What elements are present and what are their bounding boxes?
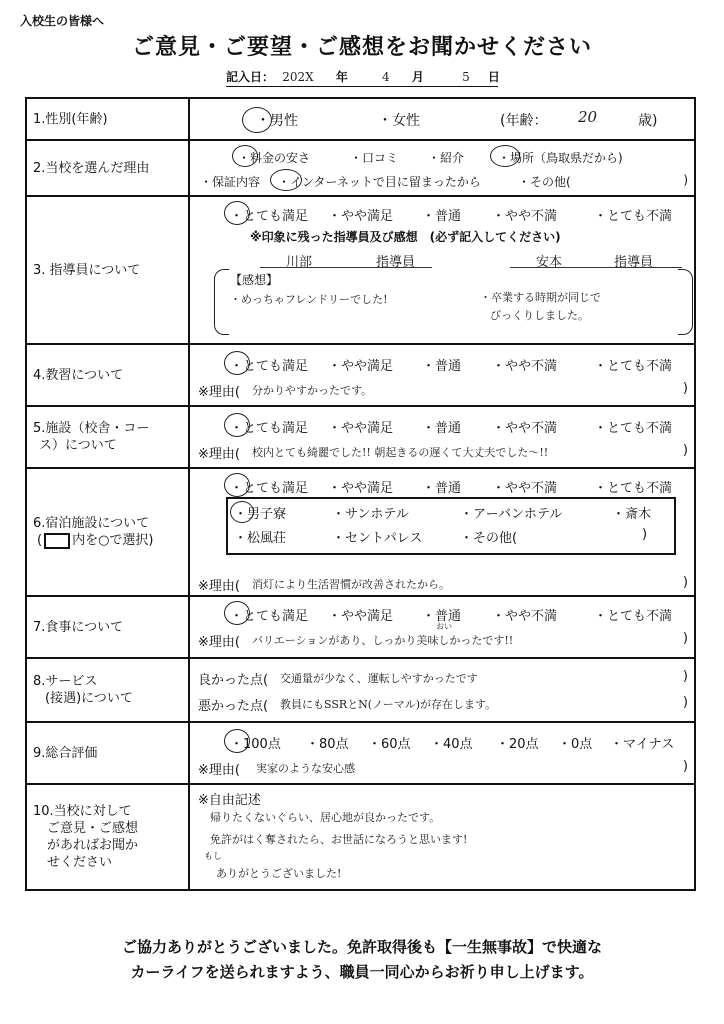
impression-label: 【感想】 (230, 273, 279, 287)
reason-text[interactable]: 校内とても綺麗でした!! 朝起きるの遅くて大丈夫でした〜!! (252, 446, 549, 459)
date-year: 202X (282, 70, 314, 84)
instructor2-suffix: 指導員 (614, 255, 654, 270)
score-40[interactable]: ・40点 (430, 737, 473, 752)
box-symbol (44, 533, 70, 549)
impression-comment-2a[interactable]: ・卒業する時期が同じで (480, 291, 601, 304)
rating-satisfied[interactable]: ・やや満足 (328, 359, 394, 374)
rating-very-satisfied[interactable]: ・とても満足 (230, 609, 309, 624)
q2-label: 2.当校を選んだ理由 (26, 140, 189, 196)
rating-neutral[interactable]: ・普通 (422, 609, 462, 624)
instructor2-name[interactable]: 安本 (536, 255, 563, 270)
date-day-unit: 日 (487, 70, 500, 84)
q8-label-line1: 8.サービス (33, 674, 98, 689)
age-value[interactable]: 20 (578, 108, 598, 126)
rating-very-dissatisfied[interactable]: ・とても不満 (594, 209, 673, 224)
reason-referral[interactable]: ・紹介 (428, 151, 465, 165)
bad-points-close: ) (682, 695, 688, 710)
free-comment-label: ※自由記述 (198, 793, 261, 808)
q6-content (189, 468, 695, 596)
good-points-label: 良かった点( (198, 673, 269, 688)
free-comment-line1[interactable]: 帰りたくないぐらい、居心地が良かったです。 (210, 811, 441, 824)
q1-content (189, 98, 695, 140)
reason-furigana: おい (436, 622, 452, 631)
reason-text[interactable]: 消灯により生活習慣が改善されたから。 (252, 578, 450, 591)
rating-neutral[interactable]: ・普通 (422, 209, 462, 224)
lodging-other-close: ) (642, 527, 648, 542)
reason-close: ) (682, 381, 688, 396)
rating-very-satisfied[interactable]: ・とても満足 (230, 481, 309, 496)
rating-dissatisfied[interactable]: ・やや不満 (492, 609, 558, 624)
rating-dissatisfied[interactable]: ・やや不満 (492, 481, 558, 496)
header-note: 入校生の皆様へ (20, 14, 105, 28)
date-year-unit: 年 (335, 70, 348, 84)
lodging-shofuso[interactable]: ・松風荘 (234, 531, 287, 546)
reason-price[interactable]: ・料金の安さ (238, 151, 311, 165)
reason-close: ) (682, 575, 688, 590)
rating-very-satisfied[interactable]: ・とても満足 (230, 209, 309, 224)
q8-content (189, 658, 695, 722)
q6-label (26, 468, 189, 596)
q3-content (189, 196, 695, 344)
rating-very-dissatisfied[interactable]: ・とても不満 (594, 481, 673, 496)
q4-label: 4.教習について (26, 344, 189, 406)
impression-comment-1[interactable]: ・めっちゃフレンドリーでした! (230, 293, 388, 306)
instructor-instruction: ※印象に残った指導員及び感想 (必ず記入してください) (250, 230, 561, 244)
score-0[interactable]: ・0点 (558, 737, 593, 752)
good-points-close: ) (682, 669, 688, 684)
rating-very-dissatisfied[interactable]: ・とても不満 (594, 609, 673, 624)
footer-message (0, 935, 724, 985)
lodging-other[interactable]: ・その他( (460, 531, 518, 546)
reason-word-of-mouth[interactable]: ・口コミ (350, 151, 399, 165)
score-60[interactable]: ・60点 (368, 737, 411, 752)
q5-label (26, 406, 189, 468)
footer-line2: カーライフを送られますよう、職員一同心からお祈り申し上げます。 (130, 963, 594, 981)
lodging-urban-hotel[interactable]: ・アーバンホテル (460, 507, 563, 522)
rating-very-satisfied[interactable]: ・とても満足 (230, 421, 309, 436)
instructor1-name[interactable]: 川部 (286, 255, 313, 270)
lodging-options-box (226, 497, 676, 555)
rating-neutral[interactable]: ・普通 (422, 481, 462, 496)
impression-bracket-right (678, 269, 693, 335)
reason-label: ※理由( (198, 763, 240, 778)
free-comment-line3[interactable]: もし (204, 852, 223, 862)
age-unit: 歳) (638, 113, 658, 129)
free-comment-line2[interactable]: 免許がはく奪されたら、お世話になろうと思います! (210, 833, 468, 846)
q9-content (189, 722, 695, 784)
date-label: 記入日： (226, 70, 275, 84)
q10-label-line1: 10.当校に対して (33, 804, 132, 819)
rating-satisfied[interactable]: ・やや満足 (328, 481, 394, 496)
rating-dissatisfied[interactable]: ・やや不満 (492, 359, 558, 374)
rating-very-satisfied[interactable]: ・とても満足 (230, 359, 309, 374)
reason-close: ) (682, 443, 688, 458)
page-title: ご意見・ご要望・ご感想をお聞かせください (131, 35, 592, 60)
lodging-saint-palace[interactable]: ・セントパレス (332, 531, 423, 546)
free-comment-line4[interactable]: ありがとうございました! (216, 867, 342, 880)
reason-text[interactable]: 分かりやすかったです。 (252, 384, 373, 397)
rating-neutral[interactable]: ・普通 (422, 359, 462, 374)
reason-other[interactable]: ・その他( (518, 175, 571, 189)
q4-content (189, 344, 695, 406)
reason-text[interactable]: バリエーションがあり、しっかり美味しかったです!! (252, 634, 514, 647)
q5-label-line1: 5.施設（校舎・コー (33, 421, 150, 436)
entry-date (226, 68, 498, 87)
q9-label: 9.総合評価 (26, 722, 189, 784)
date-month: 4 (382, 70, 390, 84)
reason-close: ) (682, 759, 688, 774)
lodging-sun-hotel[interactable]: ・サンホテル (332, 507, 409, 522)
q10-label-line2: ご意見・ご感想 (47, 821, 139, 836)
score-100[interactable]: ・100点 (230, 737, 281, 752)
gender-male[interactable]: ・男性 (256, 113, 298, 129)
q5-content (189, 406, 695, 468)
rating-satisfied[interactable]: ・やや満足 (328, 209, 394, 224)
impression-comment-2b[interactable]: びっくりしました。 (490, 309, 589, 322)
q10-label-line3: があればお聞か (47, 838, 139, 853)
score-minus[interactable]: ・マイナス (610, 737, 675, 752)
q5-label-line2: ス）について (39, 438, 117, 453)
good-points-text[interactable]: 交通量が少なく、運転しやすかったです (280, 672, 478, 685)
date-month-unit: 月 (411, 70, 424, 84)
q10-label-line4: せください (47, 855, 113, 870)
rating-satisfied[interactable]: ・やや満足 (328, 609, 394, 624)
rating-dissatisfied[interactable]: ・やや不満 (492, 421, 558, 436)
instructor1-suffix: 指導員 (376, 255, 416, 270)
q7-label: 7.食事について (26, 596, 189, 658)
impression-bracket-left (214, 269, 229, 335)
q3-label: 3. 指導員について (26, 196, 189, 344)
reason-internet[interactable]: ・インターネットで目に留まったから (278, 175, 481, 189)
rating-neutral[interactable]: ・普通 (422, 421, 462, 436)
q6-label-open: ( (37, 533, 43, 548)
date-day: 5 (462, 70, 470, 84)
survey-form (25, 97, 696, 891)
footer-line1: ご協力ありがとうございました。免許取得後も【一生無事故】で快適な (121, 938, 602, 956)
score-80[interactable]: ・80点 (306, 737, 349, 752)
q10-content (189, 784, 695, 890)
rating-very-dissatisfied[interactable]: ・とても不満 (594, 421, 673, 436)
reason-close: ) (682, 631, 688, 646)
rating-satisfied[interactable]: ・やや満足 (328, 421, 394, 436)
q10-label (26, 784, 189, 890)
q8-label-line2: (接遇)について (45, 691, 133, 706)
lodging-dormitory[interactable]: ・男子寮 (234, 507, 287, 522)
instructor2-underline (510, 267, 682, 268)
reason-warranty[interactable]: ・保証内容 (200, 175, 261, 189)
instructor1-underline (260, 267, 432, 268)
q1-label: 1.性別(年齢) (26, 98, 189, 140)
rating-very-dissatisfied[interactable]: ・とても不満 (594, 359, 673, 374)
reason-label: ※理由( (198, 635, 240, 650)
bad-points-label: 悪かった点( (198, 699, 269, 714)
rating-dissatisfied[interactable]: ・やや不満 (492, 209, 558, 224)
q6-label-line1: 6.宿泊施設について (33, 516, 150, 531)
age-label: (年齢： (500, 113, 548, 129)
q7-content (189, 596, 695, 658)
reason-other-close: ) (683, 173, 688, 187)
q2-content (189, 140, 695, 196)
q8-label (26, 658, 189, 722)
score-20[interactable]: ・20点 (496, 737, 539, 752)
q6-label-rest: 内を○で選択) (72, 533, 154, 548)
reason-label: ※理由( (198, 447, 240, 462)
reason-location[interactable]: ・場所（鳥取県だから) (498, 151, 623, 165)
gender-female[interactable]: ・女性 (378, 113, 420, 129)
reason-text[interactable]: 実家のような安心感 (256, 762, 355, 775)
lodging-saiki[interactable]: ・斎木 (612, 507, 652, 522)
reason-label: ※理由( (198, 579, 240, 594)
reason-label: ※理由( (198, 385, 240, 400)
bad-points-text[interactable]: 教員にもSSRとN(ノーマル)が存在します。 (280, 698, 497, 711)
